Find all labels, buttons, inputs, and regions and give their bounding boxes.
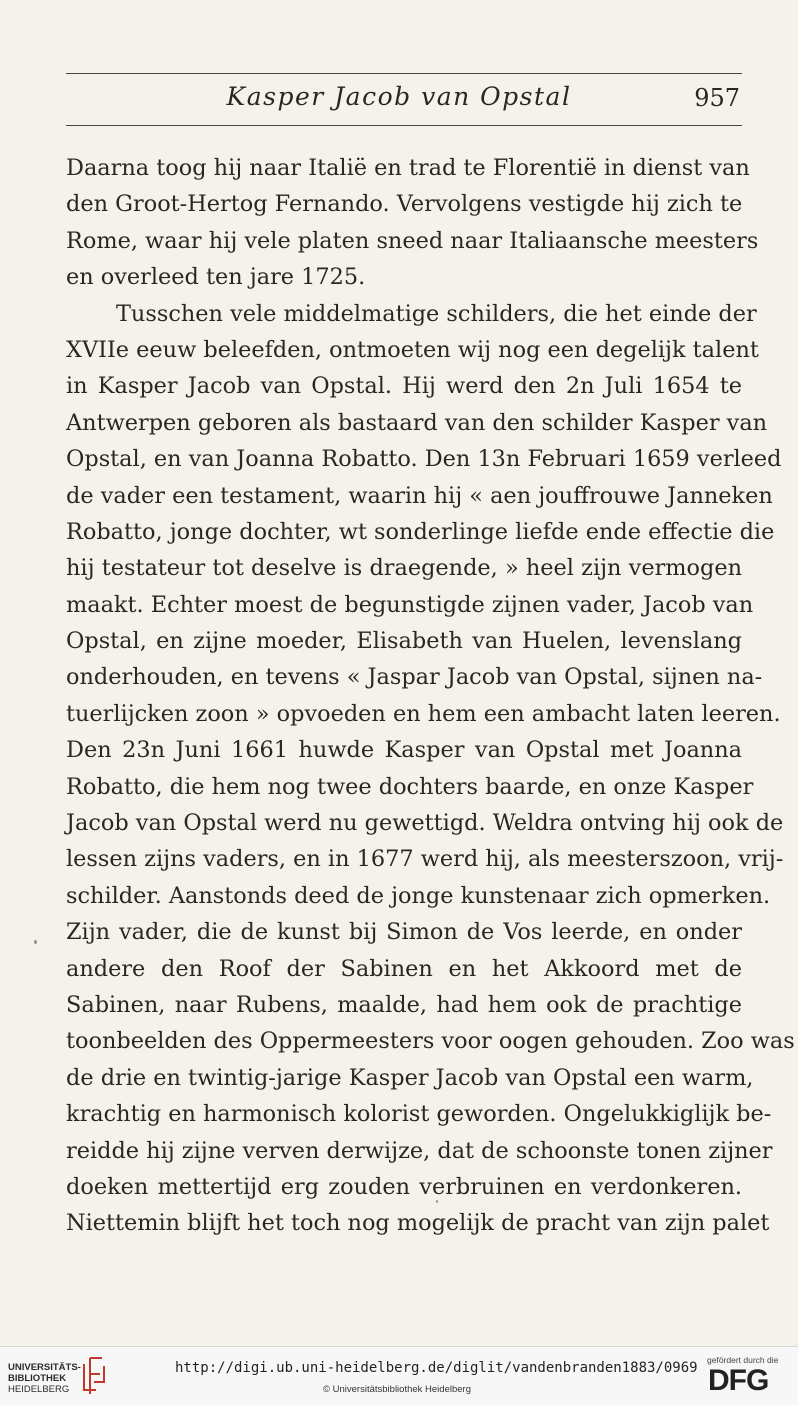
text-line: in Kasper Jacob van Opstal. Hij werd den 2n Juli 1654 te: [66, 373, 742, 400]
text-line: doeken mettertijd erg zouden verbruinen en verdonkeren.: [66, 1173, 742, 1200]
text-line: schilder. Aanstonds deed de jonge kunstenaar zich opmerken.: [66, 882, 771, 909]
text-line: Niettemin blijft het toch nog mogelijk de pracht van zijn palet: [66, 1210, 770, 1237]
text-line: de drie en twintig-jarige Kasper Jacob van Opstal een warm,: [66, 1064, 754, 1091]
dfg-logo[interactable]: DFG: [708, 1364, 769, 1397]
text-line: Opstal, en van Joanna Robatto. Den 13n Februari 1659 verleed: [66, 446, 782, 473]
paper-speck: [436, 1200, 438, 1203]
text-line: Zijn vader, die de kunst bij Simon de Vos leerde, en onder: [66, 919, 742, 946]
text-line: maakt. Echter moest de begunstigde zijnen vader, Jacob van: [66, 591, 754, 618]
text-line: Robatto, die hem nog twee dochters baarde, en onze Kasper: [66, 773, 754, 800]
text-line: toonbeelden des Oppermeesters voor oogen gehouden. Zoo was: [66, 1028, 795, 1055]
header-bottom-rule: [66, 125, 742, 126]
page-number: 957: [694, 84, 740, 112]
text-line: en overleed ten jare 1725.: [66, 264, 366, 291]
text-line: XVIIe eeuw beleefden, ontmoeten wij nog een degelijk talent: [66, 336, 759, 363]
logo-line: UNIVERSITÄTS-: [8, 1362, 81, 1373]
text-line: hij testateur tot deselve is draegende, » heel zijn vermogen: [66, 555, 742, 582]
paper-speck: [34, 940, 37, 944]
text-line: Sabinen, naar Rubens, maalde, had hem ook de prachtige: [66, 991, 742, 1018]
text-line: Daarna toog hij naar Italië en trad te Florentië in dienst van: [66, 155, 750, 181]
text-line: de vader een testament, waarin hij « aen jouffrouwe Janneken: [66, 482, 773, 509]
text-line: lessen zijns vaders, en in 1677 werd hij, als meesterszoon, vrij-: [66, 846, 784, 873]
library-logo-icon[interactable]: [80, 1354, 110, 1398]
logo-line: BIBLIOTHEK: [8, 1373, 67, 1384]
text-line: reidde hij zijne verven derwijze, dat de schoonste tonen zijner: [66, 1137, 773, 1164]
logo-line: HEIDELBERG: [8, 1384, 70, 1395]
running-header-title: Kasper Jacob van Opstal: [226, 82, 572, 111]
text-line: onderhouden, en tevens « Jaspar Jacob van Opstal, sijnen na-: [66, 664, 763, 691]
permalink-url[interactable]: http://digi.ub.uni-heidelberg.de/diglit/vandenbranden1883/0969: [175, 1360, 698, 1376]
text-line: Opstal, en zijne moeder, Elisabeth van Huelen, levenslang: [66, 628, 742, 655]
library-logo-text[interactable]: [8, 1362, 81, 1395]
text-line: andere den Roof der Sabinen en het Akkoord met de: [66, 955, 742, 982]
text-line: Tusschen vele middelmatige schilders, die het einde der: [116, 300, 757, 327]
text-line: krachtig en harmonisch kolorist geworden. Ongelukkiglijk be-: [66, 1101, 772, 1128]
text-line: tuerlijcken zoon » opvoeden en hem een ambacht laten leeren.: [66, 700, 781, 727]
text-line: den Groot-Hertog Fernando. Vervolgens vestigde hij zich te: [66, 191, 743, 218]
text-line: Jacob van Opstal werd nu gewettigd. Weldra ontving hij ook de: [66, 810, 784, 837]
text-line: Antwerpen geboren als bastaard van den schilder Kasper van: [66, 409, 768, 436]
text-line: Rome, waar hij vele platen sneed naar Italiaansche meesters: [66, 227, 759, 254]
body-text: [66, 150, 795, 1242]
text-line: Robatto, jonge dochter, wt sonderlinge liefde ende effectie die: [66, 518, 775, 545]
dfg-caption: gefördert durch die: [707, 1355, 779, 1365]
copyright-notice: © Universitätsbibliothek Heidelberg: [323, 1384, 471, 1395]
text-line: Den 23n Juni 1661 huwde Kasper van Opstal met Joanna: [66, 737, 742, 764]
header-top-rule: [66, 73, 742, 74]
